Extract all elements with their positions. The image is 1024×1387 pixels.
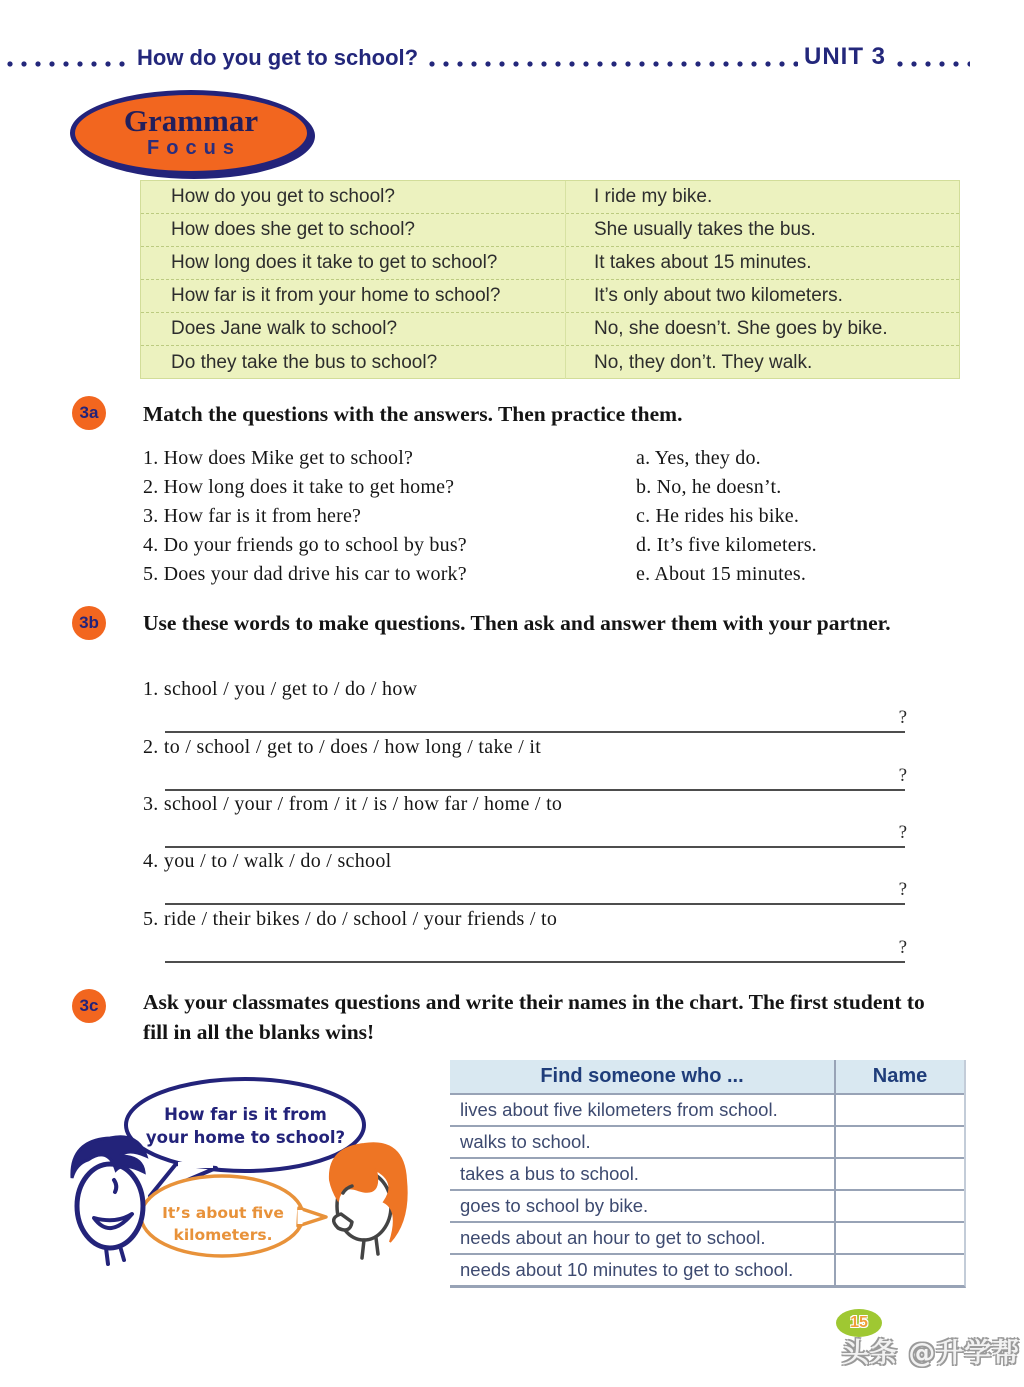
unscramble-item — [143, 850, 923, 905]
grammar-question: Do they take the bus to school? — [141, 346, 566, 379]
unscramble-item — [143, 678, 923, 733]
page-number-badge: 15 — [836, 1309, 882, 1337]
unscramble-item — [143, 736, 923, 791]
match-question: 2. How long does it take to get home? — [143, 476, 455, 498]
find-table-header — [450, 1060, 964, 1093]
answer-blank[interactable] — [165, 819, 905, 848]
header-dots-left — [6, 60, 132, 68]
grammar-answer: No, she doesn’t. She goes by bike. — [594, 318, 888, 339]
question-mark: ? — [898, 937, 907, 958]
name-header-cell: Name — [872, 1065, 928, 1087]
grammar-answer: I ride my bike. — [594, 186, 713, 207]
grammar-question: Does Jane walk to school? — [141, 313, 566, 345]
match-question: 5. Does your dad drive his car to work? — [143, 563, 467, 585]
match-answer: c. He rides his bike. — [636, 505, 800, 527]
word-prompt: 4. you / to / walk / do / school — [143, 850, 392, 872]
answer-blank[interactable] — [165, 704, 905, 733]
section-3a-heading: Match the questions with the answers. Then practice them. — [143, 402, 683, 426]
question-mark: ? — [898, 822, 907, 843]
grammar-question: How long does it take to get to school? — [141, 247, 566, 279]
grammar-row — [141, 214, 959, 247]
header-dots-middle — [428, 60, 798, 68]
word-prompt: 5. ride / their bikes / do / school / your friends / to — [143, 908, 558, 930]
find-cell: needs about an hour to get to school. — [450, 1223, 836, 1253]
section-3c-badge: 3c — [72, 989, 106, 1023]
find-someone-table — [450, 1060, 966, 1288]
section-3b-heading: Use these words to make questions. Then ask and answer them with your partner. — [143, 611, 891, 635]
header-dots-right — [896, 60, 970, 68]
grammar-focus-badge — [70, 90, 312, 176]
word-prompt: 2. to / school / get to / does / how long / take / it — [143, 736, 542, 758]
name-cell[interactable] — [836, 1255, 964, 1285]
table-row — [450, 1253, 964, 1285]
grammar-row — [141, 313, 959, 346]
page-header-title: How do you get to school? — [137, 45, 419, 70]
grammar-focus-subtitle: Focus — [147, 137, 241, 159]
unscramble-item — [143, 793, 923, 848]
word-prompt: 1. school / you / get to / do / how — [143, 678, 418, 700]
match-answer: d. It’s five kilometers. — [636, 534, 817, 556]
find-cell: needs about 10 minutes to get to school. — [450, 1255, 836, 1285]
match-answer: b. No, he doesn’t. — [636, 476, 782, 498]
question-mark: ? — [898, 765, 907, 786]
answer-bubble-text: It’s about five kilometers. — [162, 1204, 284, 1244]
grammar-question: How far is it from your home to school? — [141, 280, 566, 312]
match-answer: a. Yes, they do. — [636, 447, 761, 469]
word-prompt: 3. school / your / from / it / is / how far / home / to — [143, 793, 563, 815]
answer-blank[interactable] — [165, 762, 905, 791]
grammar-focus-title: Grammar — [123, 103, 259, 138]
grammar-answer: It takes about 15 minutes. — [594, 252, 812, 273]
match-answer: e. About 15 minutes. — [636, 563, 807, 585]
name-cell[interactable] — [836, 1191, 964, 1221]
grammar-row — [141, 181, 959, 214]
answer-blank[interactable] — [165, 876, 905, 905]
question-mark: ? — [898, 707, 907, 728]
name-cell[interactable] — [836, 1223, 964, 1253]
find-header-cell: Find someone who ... — [450, 1060, 836, 1093]
question-mark: ? — [898, 879, 907, 900]
question-bubble-text: How far is it from your home to school? — [145, 1105, 346, 1147]
name-cell[interactable] — [836, 1159, 964, 1189]
unscramble-item — [143, 908, 923, 963]
watermark-text: 头条 @升学帮 — [842, 1338, 1021, 1369]
grammar-answer: She usually takes the bus. — [594, 219, 816, 240]
grammar-row — [141, 247, 959, 280]
find-cell: takes a bus to school. — [450, 1159, 836, 1189]
table-row — [450, 1221, 964, 1253]
grammar-question: How do you get to school? — [141, 181, 566, 213]
find-cell: lives about five kilometers from school. — [450, 1095, 836, 1125]
section-3b-badge: 3b — [72, 606, 106, 640]
grammar-answer: No, they don’t. They walk. — [594, 351, 813, 373]
unit-label: UNIT 3 — [804, 43, 887, 70]
table-row — [450, 1189, 964, 1221]
table-row — [450, 1093, 964, 1125]
grammar-row — [141, 346, 959, 379]
boy-character — [72, 1137, 146, 1264]
grammar-answer: It’s only about two kilometers. — [594, 285, 843, 306]
find-cell: goes to school by bike. — [450, 1191, 836, 1221]
table-row — [450, 1157, 964, 1189]
section-3c-heading: Ask your classmates questions and write their names in the chart. The first student to fill in all the blanks wins! — [143, 990, 925, 1044]
match-question: 3. How far is it from here? — [143, 505, 362, 527]
match-question: 1. How does Mike get to school? — [143, 447, 414, 469]
name-cell[interactable] — [836, 1095, 964, 1125]
girl-character — [330, 1143, 407, 1258]
grammar-focus-table — [140, 180, 960, 379]
section-3a-badge: 3a — [72, 396, 106, 430]
answer-blank[interactable] — [165, 934, 905, 963]
find-cell: walks to school. — [450, 1127, 836, 1157]
name-cell[interactable] — [836, 1127, 964, 1157]
grammar-question: How does she get to school? — [141, 214, 566, 246]
match-question: 4. Do your friends go to school by bus? — [143, 534, 467, 556]
table-row — [450, 1125, 964, 1157]
grammar-row — [141, 280, 959, 313]
